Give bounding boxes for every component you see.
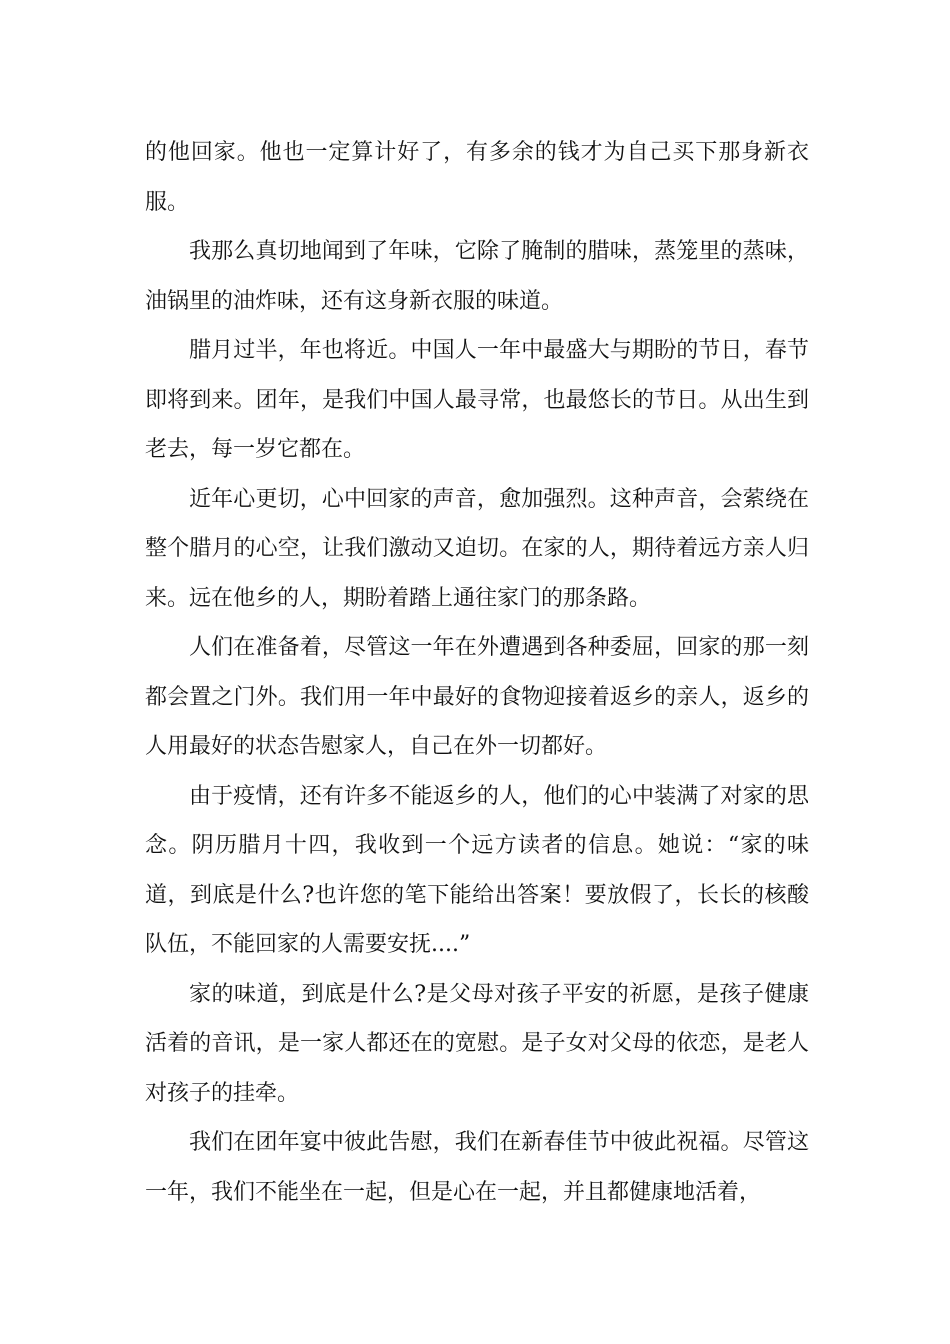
paragraph: 人们在准备着，尽管这一年在外遭遇到各种委屈，回家的那一刻都会置之门外。我们用一年中最好的食物迎接着返乡的亲人，返乡的人用最好的状态告慰家人，自己在外一切都好。 xyxy=(145,635,809,759)
paragraph: 腊月过半，年也将近。中国人一年中最盛大与期盼的节日，春节即将到来。团年，是我们中国人最寻常，也最悠长的节日。从出生到老去，每一岁它都在。 xyxy=(145,338,809,462)
paragraph: 的他回家。他也一定算计好了，有多余的钱才为自己买下那身新衣服。 xyxy=(145,140,809,215)
paragraph: 由于疫情，还有许多不能返乡的人，他们的心中装满了对家的思念。阴历腊月十四，我收到一个远方读者的信息。她说：“家的味道，到底是什么?也许您的笔下能给出答案！要放假了，长长的核酸队伍，不能回家的人需要安抚....” xyxy=(145,783,809,957)
paragraph: 我们在团年宴中彼此告慰，我们在新春佳节中彼此祝福。尽管这一年，我们不能坐在一起，但是心在一起，并且都健康地活着， xyxy=(145,1130,809,1205)
document-body xyxy=(145,128,809,1217)
paragraph: 近年心更切，心中回家的声音，愈加强烈。这种声音，会萦绕在整个腊月的心空，让我们激动又迫切。在家的人，期待着远方亲人归来。远在他乡的人，期盼着踏上通往家门的那条路。 xyxy=(145,486,809,611)
paragraph: 我那么真切地闻到了年味，它除了腌制的腊味，蒸笼里的蒸味，油锅里的油炸味，还有这身新衣服的味道。 xyxy=(145,239,809,314)
paragraph: 家的味道，到底是什么?是父母对孩子平安的祈愿，是孩子健康活着的音讯，是一家人都还在的宽慰。是子女对父母的依恋，是老人对孩子的挂牵。 xyxy=(145,981,809,1106)
